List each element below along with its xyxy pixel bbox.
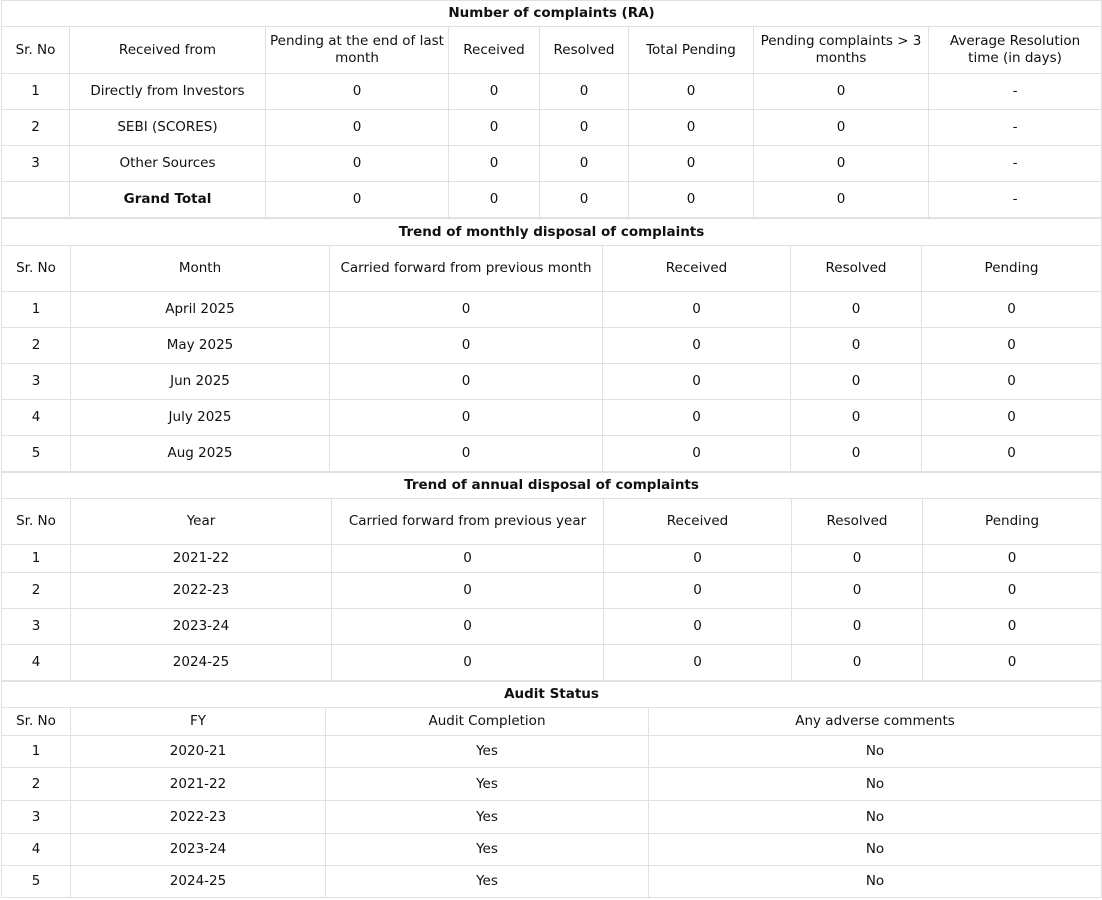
table-cell: 0 <box>792 545 923 573</box>
table-cell: 2023-24 <box>71 834 326 866</box>
table-cell: 2024-25 <box>71 866 326 898</box>
table-cell: 5 <box>2 866 71 898</box>
table-cell: 0 <box>754 110 929 146</box>
header-cell: FY <box>71 708 326 736</box>
table-cell: Yes <box>326 866 649 898</box>
table-row <box>2 400 1102 436</box>
table-cell: 4 <box>2 834 71 866</box>
table-row <box>2 573 1102 609</box>
audit-status-table <box>1 681 1102 898</box>
table-cell: No <box>649 768 1102 801</box>
table-cell: July 2025 <box>71 400 330 436</box>
annual-disposal-table <box>1 472 1102 681</box>
table-cell: 1 <box>2 736 71 768</box>
table-cell: 0 <box>922 292 1102 328</box>
table-cell: 0 <box>603 364 791 400</box>
header-cell: Pending complaints > 3 months <box>754 27 929 74</box>
table-cell: 0 <box>922 328 1102 364</box>
header-cell: Resolved <box>540 27 629 74</box>
table-cell: 0 <box>604 545 792 573</box>
table-cell: 0 <box>629 182 754 218</box>
table-cell: - <box>929 146 1102 182</box>
table-cell: 0 <box>604 609 792 645</box>
table-cell: 0 <box>449 74 540 110</box>
table-cell: 0 <box>449 146 540 182</box>
table-cell: 0 <box>923 545 1102 573</box>
header-cell: Pending at the end of last month <box>266 27 449 74</box>
table-cell: 0 <box>266 146 449 182</box>
table-cell: 2022-23 <box>71 801 326 834</box>
table-cell: Jun 2025 <box>71 364 330 400</box>
table-header-row <box>2 246 1102 292</box>
table-cell: 0 <box>330 292 603 328</box>
header-cell: Received <box>449 27 540 74</box>
header-cell: Sr. No <box>2 27 70 74</box>
table-cell: 2 <box>2 573 71 609</box>
table-cell: 0 <box>603 292 791 328</box>
table-cell: 0 <box>449 182 540 218</box>
header-cell: Received <box>603 246 791 292</box>
table-cell: 2024-25 <box>71 645 332 681</box>
table-cell: 0 <box>791 292 922 328</box>
table-cell: 1 <box>2 292 71 328</box>
table-cell: 0 <box>330 328 603 364</box>
annual-title: Trend of annual disposal of complaints <box>2 473 1102 499</box>
table-cell: No <box>649 834 1102 866</box>
table-cell: May 2025 <box>71 328 330 364</box>
header-cell: Sr. No <box>2 246 71 292</box>
header-cell: Resolved <box>791 246 922 292</box>
table-cell: 0 <box>332 609 604 645</box>
header-cell: Resolved <box>792 499 923 545</box>
complaints-title: Number of complaints (RA) <box>2 1 1102 27</box>
header-cell: Sr. No <box>2 499 71 545</box>
table-cell: 0 <box>792 645 923 681</box>
table-cell: 0 <box>792 573 923 609</box>
table-cell: 0 <box>754 182 929 218</box>
table-header-row <box>2 27 1102 74</box>
table-row <box>2 609 1102 645</box>
table-cell: Yes <box>326 834 649 866</box>
table-cell: 0 <box>266 182 449 218</box>
table-cell: 0 <box>791 328 922 364</box>
header-cell: Average Resolution time (in days) <box>929 27 1102 74</box>
table-cell <box>2 182 70 218</box>
table-row <box>2 801 1102 834</box>
table-cell: 0 <box>540 110 629 146</box>
grand-total-row <box>2 182 1102 218</box>
table-cell: 0 <box>791 436 922 472</box>
audit-title: Audit Status <box>2 682 1102 708</box>
table-row <box>2 328 1102 364</box>
table-row <box>2 292 1102 328</box>
table-cell: 0 <box>922 400 1102 436</box>
header-cell: Received <box>604 499 792 545</box>
table-cell: 0 <box>629 146 754 182</box>
header-cell: Year <box>71 499 332 545</box>
table-cell: 0 <box>266 74 449 110</box>
table-cell: Yes <box>326 736 649 768</box>
table-cell: 2023-24 <box>71 609 332 645</box>
table-header-row <box>2 499 1102 545</box>
table-cell: 2021-22 <box>71 768 326 801</box>
table-cell: - <box>929 110 1102 146</box>
table-cell: 0 <box>791 364 922 400</box>
table-cell: 0 <box>540 74 629 110</box>
monthly-title: Trend of monthly disposal of complaints <box>2 219 1102 246</box>
table-cell: 2021-22 <box>71 545 332 573</box>
table-cell: 2020-21 <box>71 736 326 768</box>
table-cell: 4 <box>2 400 71 436</box>
table-cell: Aug 2025 <box>71 436 330 472</box>
table-cell: 3 <box>2 609 71 645</box>
table-cell: 1 <box>2 545 71 573</box>
header-cell: Pending <box>923 499 1102 545</box>
table-row <box>2 768 1102 801</box>
table-cell: 0 <box>604 573 792 609</box>
table-cell: 0 <box>603 400 791 436</box>
table-cell: 0 <box>330 400 603 436</box>
table-cell: 0 <box>792 609 923 645</box>
table-row <box>2 364 1102 400</box>
table-row <box>2 866 1102 898</box>
table-cell: SEBI (SCORES) <box>70 110 266 146</box>
table-cell: 0 <box>922 364 1102 400</box>
table-cell: 0 <box>330 436 603 472</box>
table-cell: 0 <box>540 182 629 218</box>
table-row <box>2 545 1102 573</box>
table-cell: 0 <box>540 146 629 182</box>
table-header-row <box>2 708 1102 736</box>
table-cell: 0 <box>922 436 1102 472</box>
table-cell: 0 <box>923 645 1102 681</box>
table-cell: 0 <box>754 74 929 110</box>
table-cell: No <box>649 736 1102 768</box>
header-cell: Total Pending <box>629 27 754 74</box>
table-row <box>2 645 1102 681</box>
table-cell: 4 <box>2 645 71 681</box>
header-cell: Audit Completion <box>326 708 649 736</box>
complaints-table <box>1 0 1102 218</box>
table-cell: Directly from Investors <box>70 74 266 110</box>
table-cell: 2 <box>2 328 71 364</box>
table-cell: 0 <box>791 400 922 436</box>
table-cell: 5 <box>2 436 71 472</box>
table-cell: Yes <box>326 801 649 834</box>
header-cell: Month <box>71 246 330 292</box>
table-cell: Other Sources <box>70 146 266 182</box>
table-cell: 0 <box>332 573 604 609</box>
table-row <box>2 834 1102 866</box>
table-cell: 1 <box>2 74 70 110</box>
grand-total-label: Grand Total <box>70 182 266 218</box>
table-cell: April 2025 <box>71 292 330 328</box>
table-cell: 0 <box>603 436 791 472</box>
table-cell: 3 <box>2 146 70 182</box>
header-cell: Any adverse comments <box>649 708 1102 736</box>
table-cell: 0 <box>604 645 792 681</box>
table-cell: 0 <box>332 545 604 573</box>
table-cell: 3 <box>2 364 71 400</box>
table-cell: - <box>929 74 1102 110</box>
table-cell: 2022-23 <box>71 573 332 609</box>
table-row <box>2 436 1102 472</box>
table-row <box>2 74 1102 110</box>
table-cell: 0 <box>629 110 754 146</box>
table-cell: No <box>649 866 1102 898</box>
header-cell: Received from <box>70 27 266 74</box>
table-cell: 0 <box>923 573 1102 609</box>
table-cell: - <box>929 182 1102 218</box>
table-cell: 2 <box>2 110 70 146</box>
header-cell: Carried forward from previous month <box>330 246 603 292</box>
header-cell: Sr. No <box>2 708 71 736</box>
table-cell: No <box>649 801 1102 834</box>
table-row <box>2 736 1102 768</box>
table-row <box>2 146 1102 182</box>
table-cell: 0 <box>330 364 603 400</box>
table-cell: 0 <box>923 609 1102 645</box>
table-cell: 0 <box>754 146 929 182</box>
header-cell: Carried forward from previous year <box>332 499 604 545</box>
monthly-disposal-table <box>1 218 1102 472</box>
table-cell: 0 <box>332 645 604 681</box>
header-cell: Pending <box>922 246 1102 292</box>
table-cell: 0 <box>629 74 754 110</box>
table-cell: 2 <box>2 768 71 801</box>
table-cell: 0 <box>449 110 540 146</box>
table-cell: 0 <box>266 110 449 146</box>
table-row <box>2 110 1102 146</box>
table-cell: 3 <box>2 801 71 834</box>
table-cell: 0 <box>603 328 791 364</box>
table-cell: Yes <box>326 768 649 801</box>
